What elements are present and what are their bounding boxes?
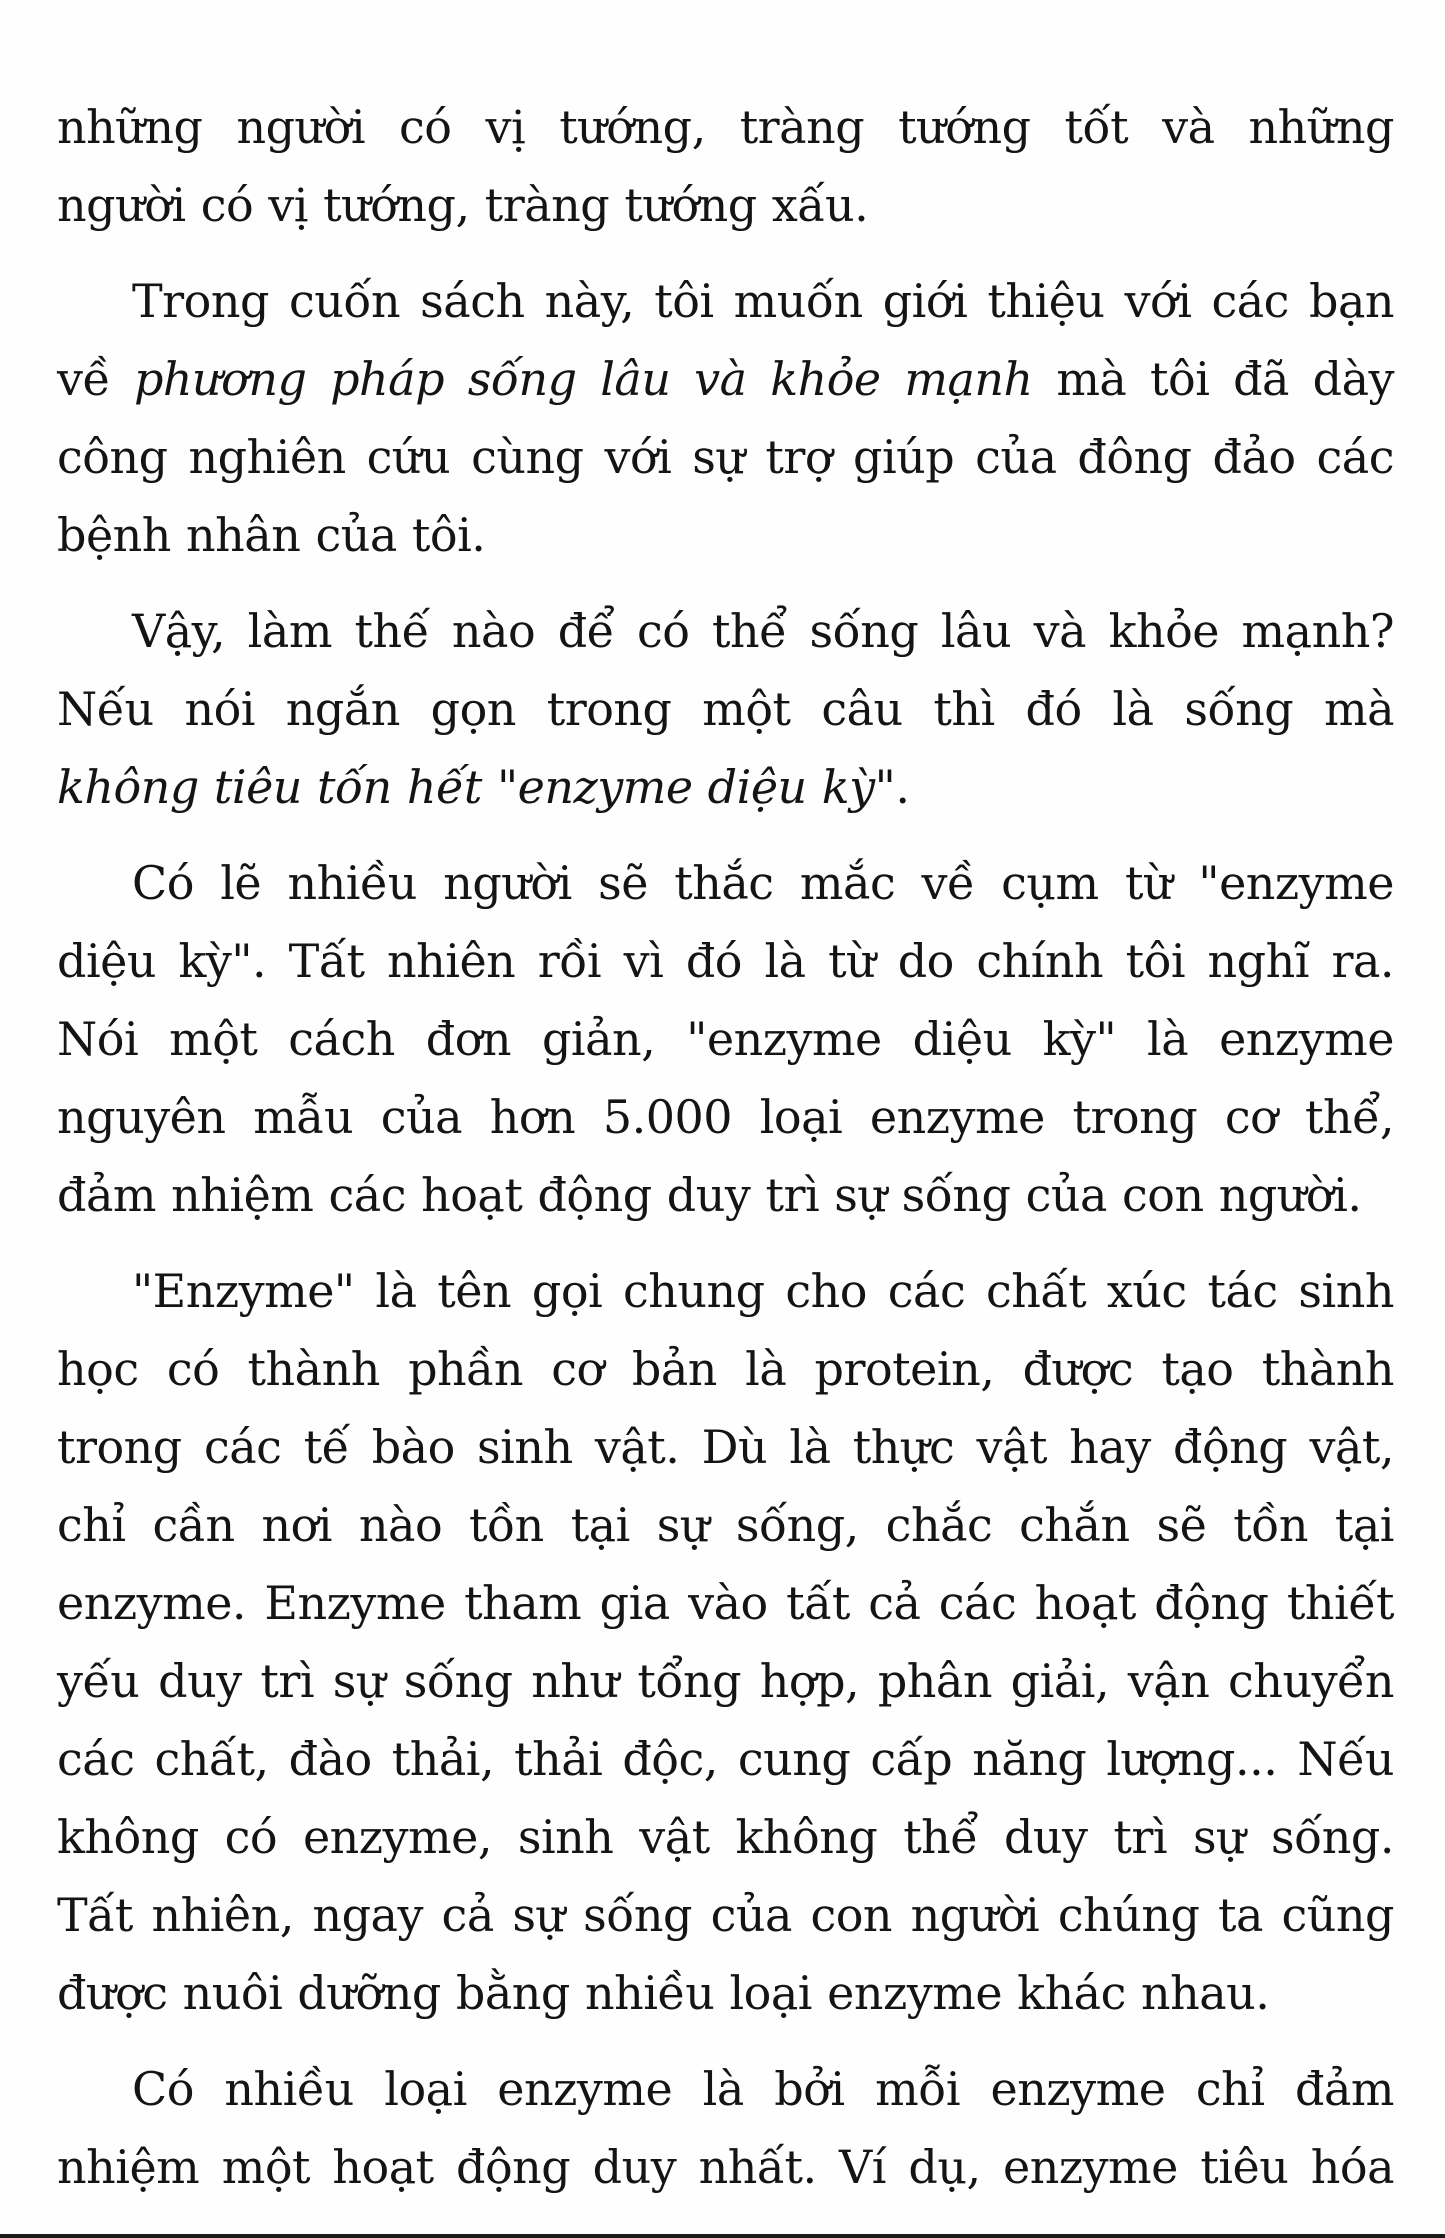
paragraph-miracle-enzyme-definition bbox=[57, 844, 1394, 1234]
text-line: đảm nhiệm các hoạt động duy trì sự sống của con người. bbox=[57, 1168, 1362, 1222]
text-line: được nuôi dưỡng bằng nhiều loại enzyme khác nhau. bbox=[57, 1966, 1270, 2020]
text-line: công nghiên cứu cùng với sự trợ giúp của đông đảo các bbox=[57, 430, 1394, 484]
paragraph-gap bbox=[57, 826, 1394, 844]
text-line: Có nhiều loại enzyme là bởi mỗi enzyme chỉ đảm bbox=[132, 2062, 1394, 2116]
text-line: nguyên mẫu của hơn 5.000 loại enzyme trong cơ thể, bbox=[57, 1090, 1394, 1144]
italic-phrase-miracle-enzyme: không tiêu tốn hết "enzyme diệu kỳ" bbox=[57, 760, 896, 814]
paragraph-gap bbox=[57, 574, 1394, 592]
text-line: những người có vị tướng, tràng tướng tốt và những bbox=[57, 100, 1394, 154]
paragraph-gap bbox=[57, 244, 1394, 262]
text-line: enzyme. Enzyme tham gia vào tất cả các hoạt động thiết bbox=[57, 1576, 1394, 1630]
text-line: "Enzyme" là tên gọi chung cho các chất xúc tác sinh bbox=[132, 1264, 1394, 1318]
text-span: mà tôi đã dày bbox=[1032, 352, 1394, 406]
text-span: về bbox=[57, 352, 134, 406]
text-line: trong các tế bào sinh vật. Dù là thực vật hay động vật, bbox=[57, 1420, 1394, 1474]
text-line: Vậy, làm thế nào để có thể sống lâu và khỏe mạnh? bbox=[132, 604, 1394, 658]
paragraph-gap bbox=[57, 1234, 1394, 1252]
text-line: chỉ cần nơi nào tồn tại sự sống, chắc chắn sẽ tồn tại bbox=[57, 1498, 1394, 1552]
text-line: yếu duy trì sự sống như tổng hợp, phân giải, vận chuyển bbox=[57, 1654, 1394, 1708]
paragraph-gap bbox=[57, 2032, 1394, 2050]
text-line: nhiệm một hoạt động duy nhất. Ví dụ, enzyme tiêu hóa bbox=[57, 2140, 1394, 2194]
text-line: Có lẽ nhiều người sẽ thắc mắc về cụm từ "enzyme bbox=[132, 856, 1394, 910]
paragraph-how-to-live-long bbox=[57, 592, 1394, 826]
text-line: Tất nhiên, ngay cả sự sống của con người chúng ta cũng bbox=[57, 1888, 1394, 1942]
italic-phrase-method: phương pháp sống lâu và khỏe mạnh bbox=[133, 352, 1033, 406]
paragraph-enzyme-types bbox=[57, 2050, 1394, 2206]
text-line bbox=[57, 340, 1394, 418]
paragraph-enzyme-explanation bbox=[57, 1252, 1394, 2032]
text-line: không có enzyme, sinh vật không thể duy trì sự sống. bbox=[57, 1810, 1394, 1864]
text-line: học có thành phần cơ bản là protein, được tạo thành bbox=[57, 1342, 1394, 1396]
text-line: người có vị tướng, tràng tướng xấu. bbox=[57, 178, 869, 232]
paragraph-continuation bbox=[57, 88, 1394, 244]
text-line: diệu kỳ". Tất nhiên rồi vì đó là từ do chính tôi nghĩ ra. bbox=[57, 934, 1394, 988]
text-line: Nói một cách đơn giản, "enzyme diệu kỳ" là enzyme bbox=[57, 1012, 1394, 1066]
text-line: Nếu nói ngắn gọn trong một câu thì đó là sống mà bbox=[57, 682, 1394, 736]
text-span: . bbox=[895, 760, 910, 814]
page-bottom-edge bbox=[0, 2234, 1445, 2238]
book-page bbox=[57, 88, 1394, 2206]
text-line bbox=[57, 748, 1394, 826]
text-line: Trong cuốn sách này, tôi muốn giới thiệu với các bạn bbox=[132, 274, 1394, 328]
text-line: bệnh nhân của tôi. bbox=[57, 508, 486, 562]
paragraph-book-intro bbox=[57, 262, 1394, 574]
text-line: các chất, đào thải, thải độc, cung cấp năng lượng... Nếu bbox=[57, 1732, 1394, 1786]
